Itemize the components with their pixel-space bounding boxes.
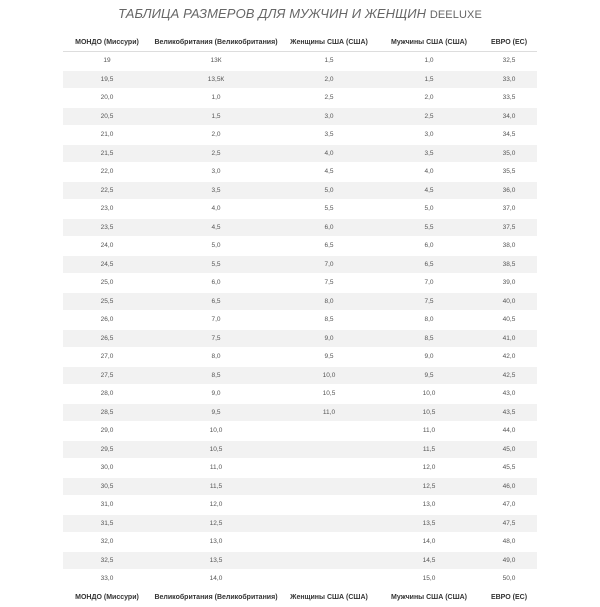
cell-uk: 3,5 <box>151 181 281 200</box>
cell-mondo: 24,0 <box>63 237 151 256</box>
cell-us-women: 8,5 <box>281 311 377 330</box>
cell-uk: 2,0 <box>151 126 281 145</box>
cell-uk: 5,0 <box>151 237 281 256</box>
table-row <box>63 126 537 145</box>
table-row <box>63 385 537 404</box>
footer-mondo: МОНДО (Миссури) <box>75 594 139 601</box>
footer-us-women: Женщины США (США) <box>290 594 368 601</box>
cell-mondo: 29,0 <box>63 422 151 441</box>
title-brand: DEELUXE <box>429 9 482 21</box>
cell-uk: 13,5К <box>151 70 281 89</box>
cell-mondo: 23,0 <box>63 200 151 219</box>
cell-euro: 50,0 <box>481 570 537 589</box>
cell-mondo: 26,5 <box>63 329 151 348</box>
cell-us-women <box>281 533 377 552</box>
cell-uk: 14,0 <box>151 570 281 589</box>
cell-uk: 8,5 <box>151 366 281 385</box>
cell-us-men: 10,0 <box>377 385 481 404</box>
cell-us-women: 1,5 <box>281 52 377 71</box>
cell-us-women: 10,0 <box>281 366 377 385</box>
table-row <box>63 70 537 89</box>
cell-us-men: 7,0 <box>377 274 481 293</box>
table-row <box>63 514 537 533</box>
footer-uk: Великобритания (Великобритания) <box>154 594 278 601</box>
cell-uk: 1,0 <box>151 89 281 108</box>
table-row <box>63 218 537 237</box>
cell-uk: 9,0 <box>151 385 281 404</box>
cell-uk: 10,0 <box>151 422 281 441</box>
cell-euro: 40,5 <box>481 311 537 330</box>
cell-us-men: 4,5 <box>377 181 481 200</box>
cell-us-women: 3,5 <box>281 126 377 145</box>
cell-us-men: 4,0 <box>377 163 481 182</box>
cell-euro: 48,0 <box>481 533 537 552</box>
cell-mondo: 32,0 <box>63 533 151 552</box>
table-row <box>63 477 537 496</box>
cell-us-men: 6,5 <box>377 255 481 274</box>
cell-us-women <box>281 459 377 478</box>
cell-mondo: 20,0 <box>63 89 151 108</box>
cell-euro: 38,5 <box>481 255 537 274</box>
cell-mondo: 24,5 <box>63 255 151 274</box>
header-us-women: Женщины США (США) <box>290 38 368 46</box>
cell-us-women: 5,0 <box>281 181 377 200</box>
cell-us-men: 5,0 <box>377 200 481 219</box>
cell-us-men: 11,5 <box>377 440 481 459</box>
table-row <box>63 89 537 108</box>
cell-mondo: 27,5 <box>63 366 151 385</box>
table-row <box>63 200 537 219</box>
cell-us-women: 4,0 <box>281 144 377 163</box>
cell-euro: 42,0 <box>481 348 537 367</box>
cell-uk: 6,5 <box>151 292 281 311</box>
header-us-men: Мужчины США (США) <box>390 38 467 46</box>
cell-us-men: 12,5 <box>377 477 481 496</box>
cell-us-men: 6,0 <box>377 237 481 256</box>
cell-uk: 12,5 <box>151 514 281 533</box>
table-row <box>63 496 537 515</box>
cell-euro: 43,5 <box>481 403 537 422</box>
footer-us-men: Мужчины США (США) <box>390 594 467 601</box>
cell-us-women: 10,5 <box>281 385 377 404</box>
table-row <box>63 422 537 441</box>
cell-uk: 7,5 <box>151 329 281 348</box>
title-main: ТАБЛИЦА РАЗМЕРОВ ДЛЯ МУЖЧИН И ЖЕНЩИН <box>118 6 427 21</box>
cell-euro: 45,0 <box>481 440 537 459</box>
table-footer-row <box>63 588 537 607</box>
cell-us-women <box>281 477 377 496</box>
table-body <box>63 52 537 589</box>
cell-euro: 34,0 <box>481 107 537 126</box>
cell-us-women <box>281 514 377 533</box>
cell-uk: 10,5 <box>151 440 281 459</box>
cell-us-women: 6,0 <box>281 218 377 237</box>
cell-mondo: 33,0 <box>63 570 151 589</box>
table-row <box>63 181 537 200</box>
cell-uk: 8,0 <box>151 348 281 367</box>
cell-us-women: 11,0 <box>281 403 377 422</box>
cell-uk: 2,5 <box>151 144 281 163</box>
table-row <box>63 255 537 274</box>
cell-uk: 13,5 <box>151 551 281 570</box>
cell-euro: 32,5 <box>481 52 537 71</box>
cell-us-men: 5,5 <box>377 218 481 237</box>
cell-mondo: 20,5 <box>63 107 151 126</box>
cell-mondo: 28,0 <box>63 385 151 404</box>
cell-uk: 4,5 <box>151 218 281 237</box>
cell-us-women <box>281 440 377 459</box>
header-mondo: МОНДО (Миссури) <box>75 38 139 46</box>
cell-euro: 40,0 <box>481 292 537 311</box>
cell-uk: 13,0 <box>151 533 281 552</box>
cell-mondo: 30,0 <box>63 459 151 478</box>
cell-uk: 6,0 <box>151 274 281 293</box>
table-row <box>63 163 537 182</box>
cell-mondo: 28,5 <box>63 403 151 422</box>
cell-us-men: 10,5 <box>377 403 481 422</box>
cell-us-women: 9,5 <box>281 348 377 367</box>
cell-us-men: 12,0 <box>377 459 481 478</box>
table-row <box>63 459 537 478</box>
cell-us-men: 13,0 <box>377 496 481 515</box>
cell-euro: 35,5 <box>481 163 537 182</box>
table-row <box>63 274 537 293</box>
cell-us-women: 2,0 <box>281 70 377 89</box>
table-row <box>63 311 537 330</box>
cell-mondo: 25,0 <box>63 274 151 293</box>
cell-euro: 33,0 <box>481 70 537 89</box>
cell-uk: 5,5 <box>151 255 281 274</box>
cell-us-men: 13,5 <box>377 514 481 533</box>
table-row <box>63 403 537 422</box>
table-row <box>63 292 537 311</box>
cell-uk: 13К <box>151 52 281 71</box>
cell-mondo: 22,5 <box>63 181 151 200</box>
cell-mondo: 27,0 <box>63 348 151 367</box>
header-euro: ЕВРО (ЕС) <box>490 38 528 46</box>
table-row <box>63 533 537 552</box>
cell-us-women: 8,0 <box>281 292 377 311</box>
cell-euro: 47,5 <box>481 514 537 533</box>
cell-us-women <box>281 496 377 515</box>
cell-uk: 1,5 <box>151 107 281 126</box>
cell-mondo: 31,5 <box>63 514 151 533</box>
cell-euro: 37,0 <box>481 200 537 219</box>
cell-us-men: 1,5 <box>377 70 481 89</box>
cell-us-men: 7,5 <box>377 292 481 311</box>
cell-us-men: 11,0 <box>377 422 481 441</box>
cell-mondo: 19,5 <box>63 70 151 89</box>
cell-uk: 11,5 <box>151 477 281 496</box>
cell-mondo: 32,5 <box>63 551 151 570</box>
cell-us-women: 4,5 <box>281 163 377 182</box>
cell-euro: 47,0 <box>481 496 537 515</box>
cell-uk: 7,0 <box>151 311 281 330</box>
cell-us-men: 8,0 <box>377 311 481 330</box>
cell-mondo: 22,0 <box>63 163 151 182</box>
cell-uk: 4,0 <box>151 200 281 219</box>
cell-us-men: 15,0 <box>377 570 481 589</box>
cell-mondo: 30,5 <box>63 477 151 496</box>
table-row <box>63 237 537 256</box>
cell-mondo: 19 <box>63 52 151 71</box>
cell-us-men: 3,0 <box>377 126 481 145</box>
cell-euro: 33,5 <box>481 89 537 108</box>
cell-mondo: 29,5 <box>63 440 151 459</box>
table-row <box>63 551 537 570</box>
cell-euro: 43,0 <box>481 385 537 404</box>
table-row <box>63 107 537 126</box>
cell-us-women: 6,5 <box>281 237 377 256</box>
cell-us-women: 3,0 <box>281 107 377 126</box>
cell-us-men: 2,5 <box>377 107 481 126</box>
cell-us-men: 1,0 <box>377 52 481 71</box>
page-title <box>0 6 600 21</box>
cell-euro: 37,5 <box>481 218 537 237</box>
cell-us-men: 8,5 <box>377 329 481 348</box>
cell-us-women: 2,5 <box>281 89 377 108</box>
cell-us-men: 14,5 <box>377 551 481 570</box>
cell-euro: 41,0 <box>481 329 537 348</box>
table-row <box>63 329 537 348</box>
table-row <box>63 570 537 589</box>
table-header-row <box>63 33 537 52</box>
cell-us-men: 9,0 <box>377 348 481 367</box>
cell-mondo: 21,5 <box>63 144 151 163</box>
cell-us-women: 7,5 <box>281 274 377 293</box>
cell-uk: 9,5 <box>151 403 281 422</box>
table-row <box>63 440 537 459</box>
footer-euro: ЕВРО (ЕС) <box>490 594 528 601</box>
cell-euro: 36,0 <box>481 181 537 200</box>
cell-euro: 34,5 <box>481 126 537 145</box>
table-row <box>63 144 537 163</box>
table-row <box>63 348 537 367</box>
cell-mondo: 26,0 <box>63 311 151 330</box>
cell-mondo: 21,0 <box>63 126 151 145</box>
cell-euro: 46,0 <box>481 477 537 496</box>
cell-euro: 39,0 <box>481 274 537 293</box>
cell-euro: 45,5 <box>481 459 537 478</box>
cell-us-men: 3,5 <box>377 144 481 163</box>
cell-euro: 35,0 <box>481 144 537 163</box>
cell-us-women <box>281 570 377 589</box>
cell-mondo: 25,5 <box>63 292 151 311</box>
cell-uk: 3,0 <box>151 163 281 182</box>
cell-us-men: 9,5 <box>377 366 481 385</box>
cell-mondo: 23,5 <box>63 218 151 237</box>
cell-mondo: 31,0 <box>63 496 151 515</box>
cell-us-women: 5,5 <box>281 200 377 219</box>
cell-us-women <box>281 551 377 570</box>
size-table <box>63 33 537 607</box>
cell-euro: 38,0 <box>481 237 537 256</box>
cell-euro: 42,5 <box>481 366 537 385</box>
cell-euro: 49,0 <box>481 551 537 570</box>
cell-us-women <box>281 422 377 441</box>
cell-uk: 12,0 <box>151 496 281 515</box>
cell-us-men: 2,0 <box>377 89 481 108</box>
table-row <box>63 366 537 385</box>
header-uk: Великобритания (Великобритания) <box>154 38 278 46</box>
cell-uk: 11,0 <box>151 459 281 478</box>
cell-euro: 44,0 <box>481 422 537 441</box>
table-row <box>63 52 537 71</box>
cell-us-women: 7,0 <box>281 255 377 274</box>
cell-us-women: 9,0 <box>281 329 377 348</box>
cell-us-men: 14,0 <box>377 533 481 552</box>
